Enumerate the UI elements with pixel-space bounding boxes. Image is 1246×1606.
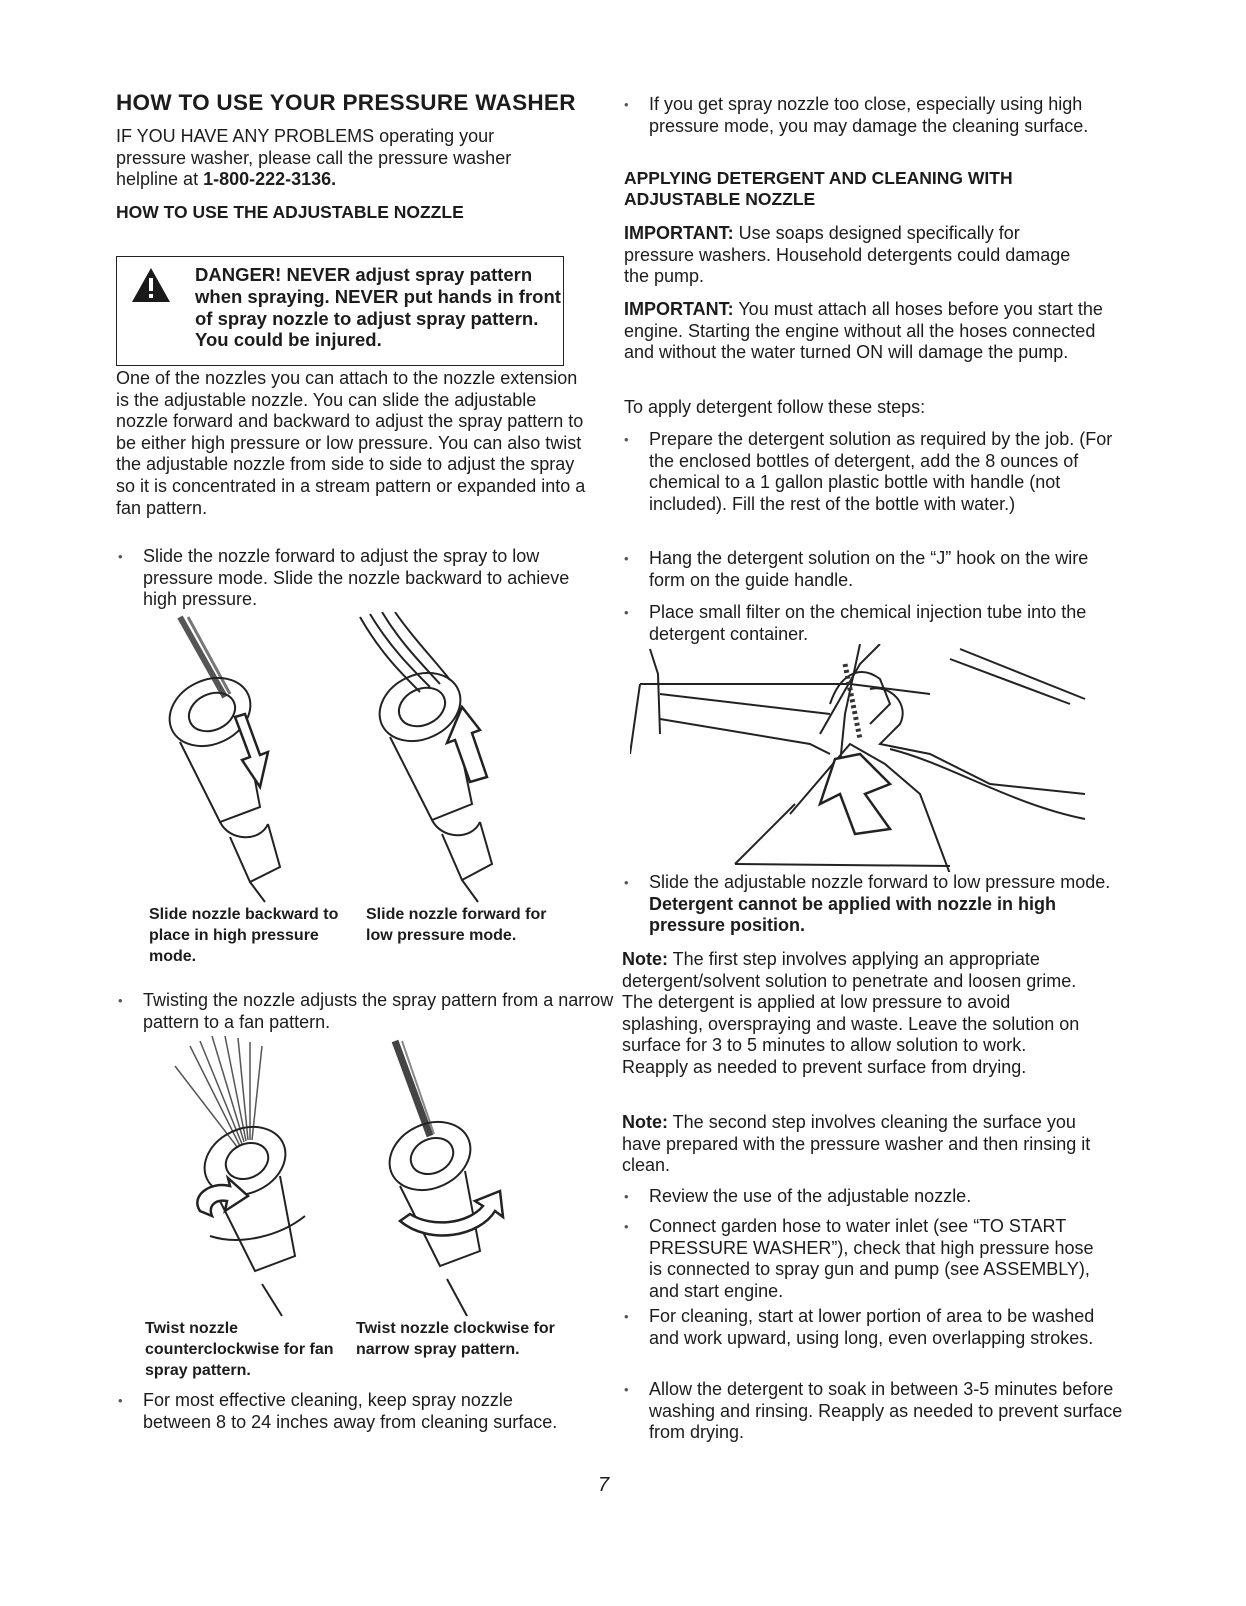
note-label: Note: [622,949,668,969]
slide-forward-bullet [622,872,1123,937]
adjustable-nozzle-heading: HOW TO USE THE ADJUSTABLE NOZZLE [116,202,464,222]
warning-triangle-icon [131,267,171,303]
note-second-step [622,1112,1096,1177]
soak-bullet: • Allow the detergent to soak in between 3-5 minutes before washing and rinsing. Reapply as needed to prevent surface from drying. [622,1379,1123,1444]
page-title: HOW TO USE YOUR PRESSURE WASHER [116,90,576,115]
caption-clockwise: Twist nozzle clockwise for narrow spray pattern. [356,1320,555,1358]
note-second-step-text: The second step involves cleaning the surface you have prepared with the pressure washer and then rinsing it clean. [622,1112,1091,1176]
steps-intro: To apply detergent follow these steps: [624,397,926,417]
distance-bullet: • For most effective cleaning, keep spray nozzle between 8 to 24 inches away from cleaning surface. [116,1390,573,1433]
note-label: Note: [622,1112,668,1132]
important-soaps-text: Use soaps designed specifically for pressure washers. Household detergents could damage the pump. [624,223,1071,287]
danger-box [116,256,564,366]
connect-hose-bullet: • Connect garden hose to water inlet (see “TO START PRESSURE WASHER”), check that high pressure hose is connected to spray gun and pump (see ASSEMBLY), and start engine. [622,1216,1099,1302]
slide-nozzle-illustration [150,612,560,912]
hang-bullet: • Hang the detergent solution on the “J” hook on the wire form on the guide handle. [622,548,1123,591]
detergent-warning: Detergent cannot be applied with nozzle in high pressure position. [649,893,1057,936]
important-hoses-text: You must attach all hoses before you start the engine. Starting the engine without all the hoses connected and without the water turned ON will damage the pump. [624,299,1103,363]
slide-bullet: • Slide the nozzle forward to adjust the spray to low pressure mode. Slide the nozzle backward to achieve high pressure. [116,546,587,611]
too-close-bullet: • If you get spray nozzle too close, especially using high pressure mode, you may damage the cleaning surface. [622,94,1133,137]
cleaning-bullet: • For cleaning, start at lower portion of area to be washed and work upward, using long, even overlapping strokes. [622,1306,1099,1349]
page-number: 7 [598,1474,610,1496]
caption-counterclockwise: Twist nozzle counterclockwise for fan spray pattern. [145,1320,334,1379]
prepare-bullet: • Prepare the detergent solution as required by the job. (For the enclosed bottles of detergent, add the 8 ounces of chemical to a 1 gallon plastic bottle with handle (not included). Fill the rest of the bottle with water.) [622,429,1123,515]
important-hoses [624,299,1104,364]
caption-slide-backward: Slide nozzle backward to place in high pressure mode. [149,906,339,965]
note-first-step [622,949,1096,1079]
detergent-injection-illustration [630,644,1090,872]
twist-bullet: • Twisting the nozzle adjusts the spray pattern from a narrow pattern to a fan pattern. [116,990,621,1033]
danger-text: DANGER! NEVER adjust spray pattern when spraying. NEVER put hands in front of spray nozzle to adjust spray pattern. You could be injured. [195,264,561,351]
note-first-step-text: The first step involves applying an appropriate detergent/solvent solution to penetrate and loosen grime. The detergent is applied at low pressure to avoid splashing, overspraying and waste. Leave the solution on surface for 3 to 5 minutes to allow solution to work. Reapply as needed to prevent surface from drying. [622,949,1080,1077]
important-label: IMPORTANT: [624,223,734,243]
helpline-number: 1-800-222-3136. [203,169,337,190]
intro-paragraph [116,126,566,191]
intro-text: IF YOU HAVE ANY PROBLEMS operating your pressure washer, please call the pressure washer helpline at [116,126,512,190]
review-bullet: • Review the use of the adjustable nozzle. [622,1186,1123,1208]
caption-slide-forward: Slide nozzle forward for low pressure mode. [366,906,547,944]
nozzle-description: One of the nozzles you can attach to the nozzle extension is the adjustable nozzle. You can slide the adjustable nozzle forward and backward to adjust the spray pattern to be either high pressure or low pressure. You can also twist the adjustable nozzle from side to side to adjust the spray so it is concentrated in a stream pattern or expanded into a fan pattern. [116,368,586,518]
important-soaps [624,223,1084,288]
important-label: IMPORTANT: [624,299,734,319]
slide-forward-text: Slide the adjustable nozzle forward to low pressure mode. [649,872,1111,892]
twist-nozzle-illustration [170,1036,550,1321]
filter-bullet: • Place small filter on the chemical injection tube into the detergent container. [622,602,1123,645]
applying-detergent-heading: APPLYING DETERGENT AND CLEANING WITH ADJUSTABLE NOZZLE [624,168,1013,209]
